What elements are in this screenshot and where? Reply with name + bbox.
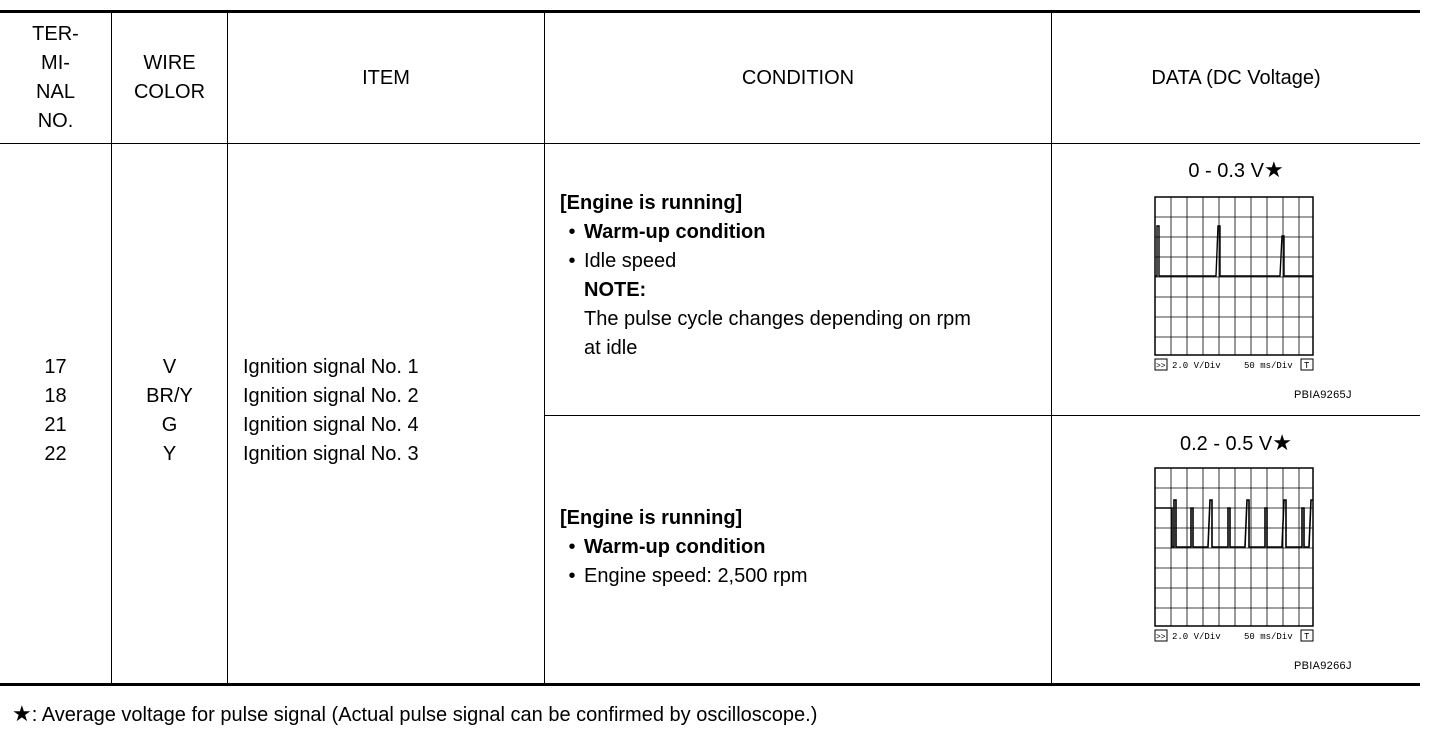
scope-volt-div: 2.0 V/Div (1172, 632, 1221, 642)
header-condition: CONDITION (741, 66, 855, 89)
header-divider (0, 143, 1420, 144)
star-icon: ★ (1272, 430, 1292, 455)
footnote (12, 701, 817, 727)
header-terminal-no: TER- MI- NAL NO. (32, 23, 79, 132)
condition-2500rpm (560, 504, 808, 591)
note-text: The pulse cycle changes depending on rpm at idle (584, 308, 971, 359)
svg-text:>>: >> (1156, 362, 1166, 371)
condition-bullet: • Idle speed (560, 247, 971, 276)
condition-bullet: • Warm-up condition (560, 218, 971, 247)
scope-volt-div: 2.0 V/Div (1172, 361, 1221, 371)
condition-bullet-text: Warm-up condition (584, 536, 766, 558)
scope-legend (1155, 630, 1313, 642)
scope-legend (1155, 359, 1313, 371)
condition-idle (560, 189, 971, 363)
voltage-range: 0 - 0.3 V (1188, 160, 1264, 182)
voltage-range: 0.2 - 0.5 V (1179, 433, 1273, 455)
scope-trigger-marker: T (1304, 632, 1310, 642)
header-data: DATA (DC Voltage) (1151, 66, 1321, 89)
condition-bullet-text: Idle speed (584, 250, 677, 272)
condition-heading: [Engine is running] (560, 507, 743, 529)
item-list: Ignition signal No. 1 Ignition signal No. 2 Ignition signal No. 4 Ignition signal No. 3 (243, 356, 419, 465)
oscilloscope-waveform-2500rpm (1154, 467, 1314, 647)
terminal-table (0, 10, 1420, 686)
oscilloscope-waveform-idle (1154, 196, 1314, 376)
row-divider (544, 415, 1420, 416)
star-icon: ★ (1263, 157, 1284, 182)
terminal-numbers: 17 18 21 22 (44, 356, 67, 465)
condition-heading: [Engine is running] (560, 192, 743, 214)
star-icon: ★ (12, 701, 32, 726)
scope-time-div: 50 ms/Div (1244, 361, 1293, 371)
svg-text:>>: >> (1156, 633, 1166, 642)
scope-time-div: 50 ms/Div (1244, 632, 1293, 642)
figure-id-2: PBIA9266J (1294, 660, 1352, 672)
condition-bullet-text: Warm-up condition (584, 221, 766, 243)
figure-id-1: PBIA9265J (1294, 389, 1352, 401)
voltage-value-2 (1052, 430, 1420, 456)
header-wire-color: WIRE COLOR (133, 52, 206, 103)
note-label: NOTE: (584, 279, 647, 301)
waveform-trace (1155, 500, 1313, 547)
wire-colors: V BR/Y G Y (146, 356, 193, 465)
waveform-trace (1155, 226, 1313, 276)
header-item: ITEM (362, 66, 410, 89)
condition-bullet: • Warm-up condition (560, 533, 808, 562)
condition-bullet-text: Engine speed: 2,500 rpm (584, 565, 808, 587)
condition-bullet: • Engine speed: 2,500 rpm (560, 562, 808, 591)
scope-trigger-marker: T (1304, 361, 1310, 371)
voltage-value-1 (1052, 157, 1420, 183)
footnote-text: : Average voltage for pulse signal (Actual pulse signal can be confirmed by oscilloscope.) (31, 704, 818, 726)
